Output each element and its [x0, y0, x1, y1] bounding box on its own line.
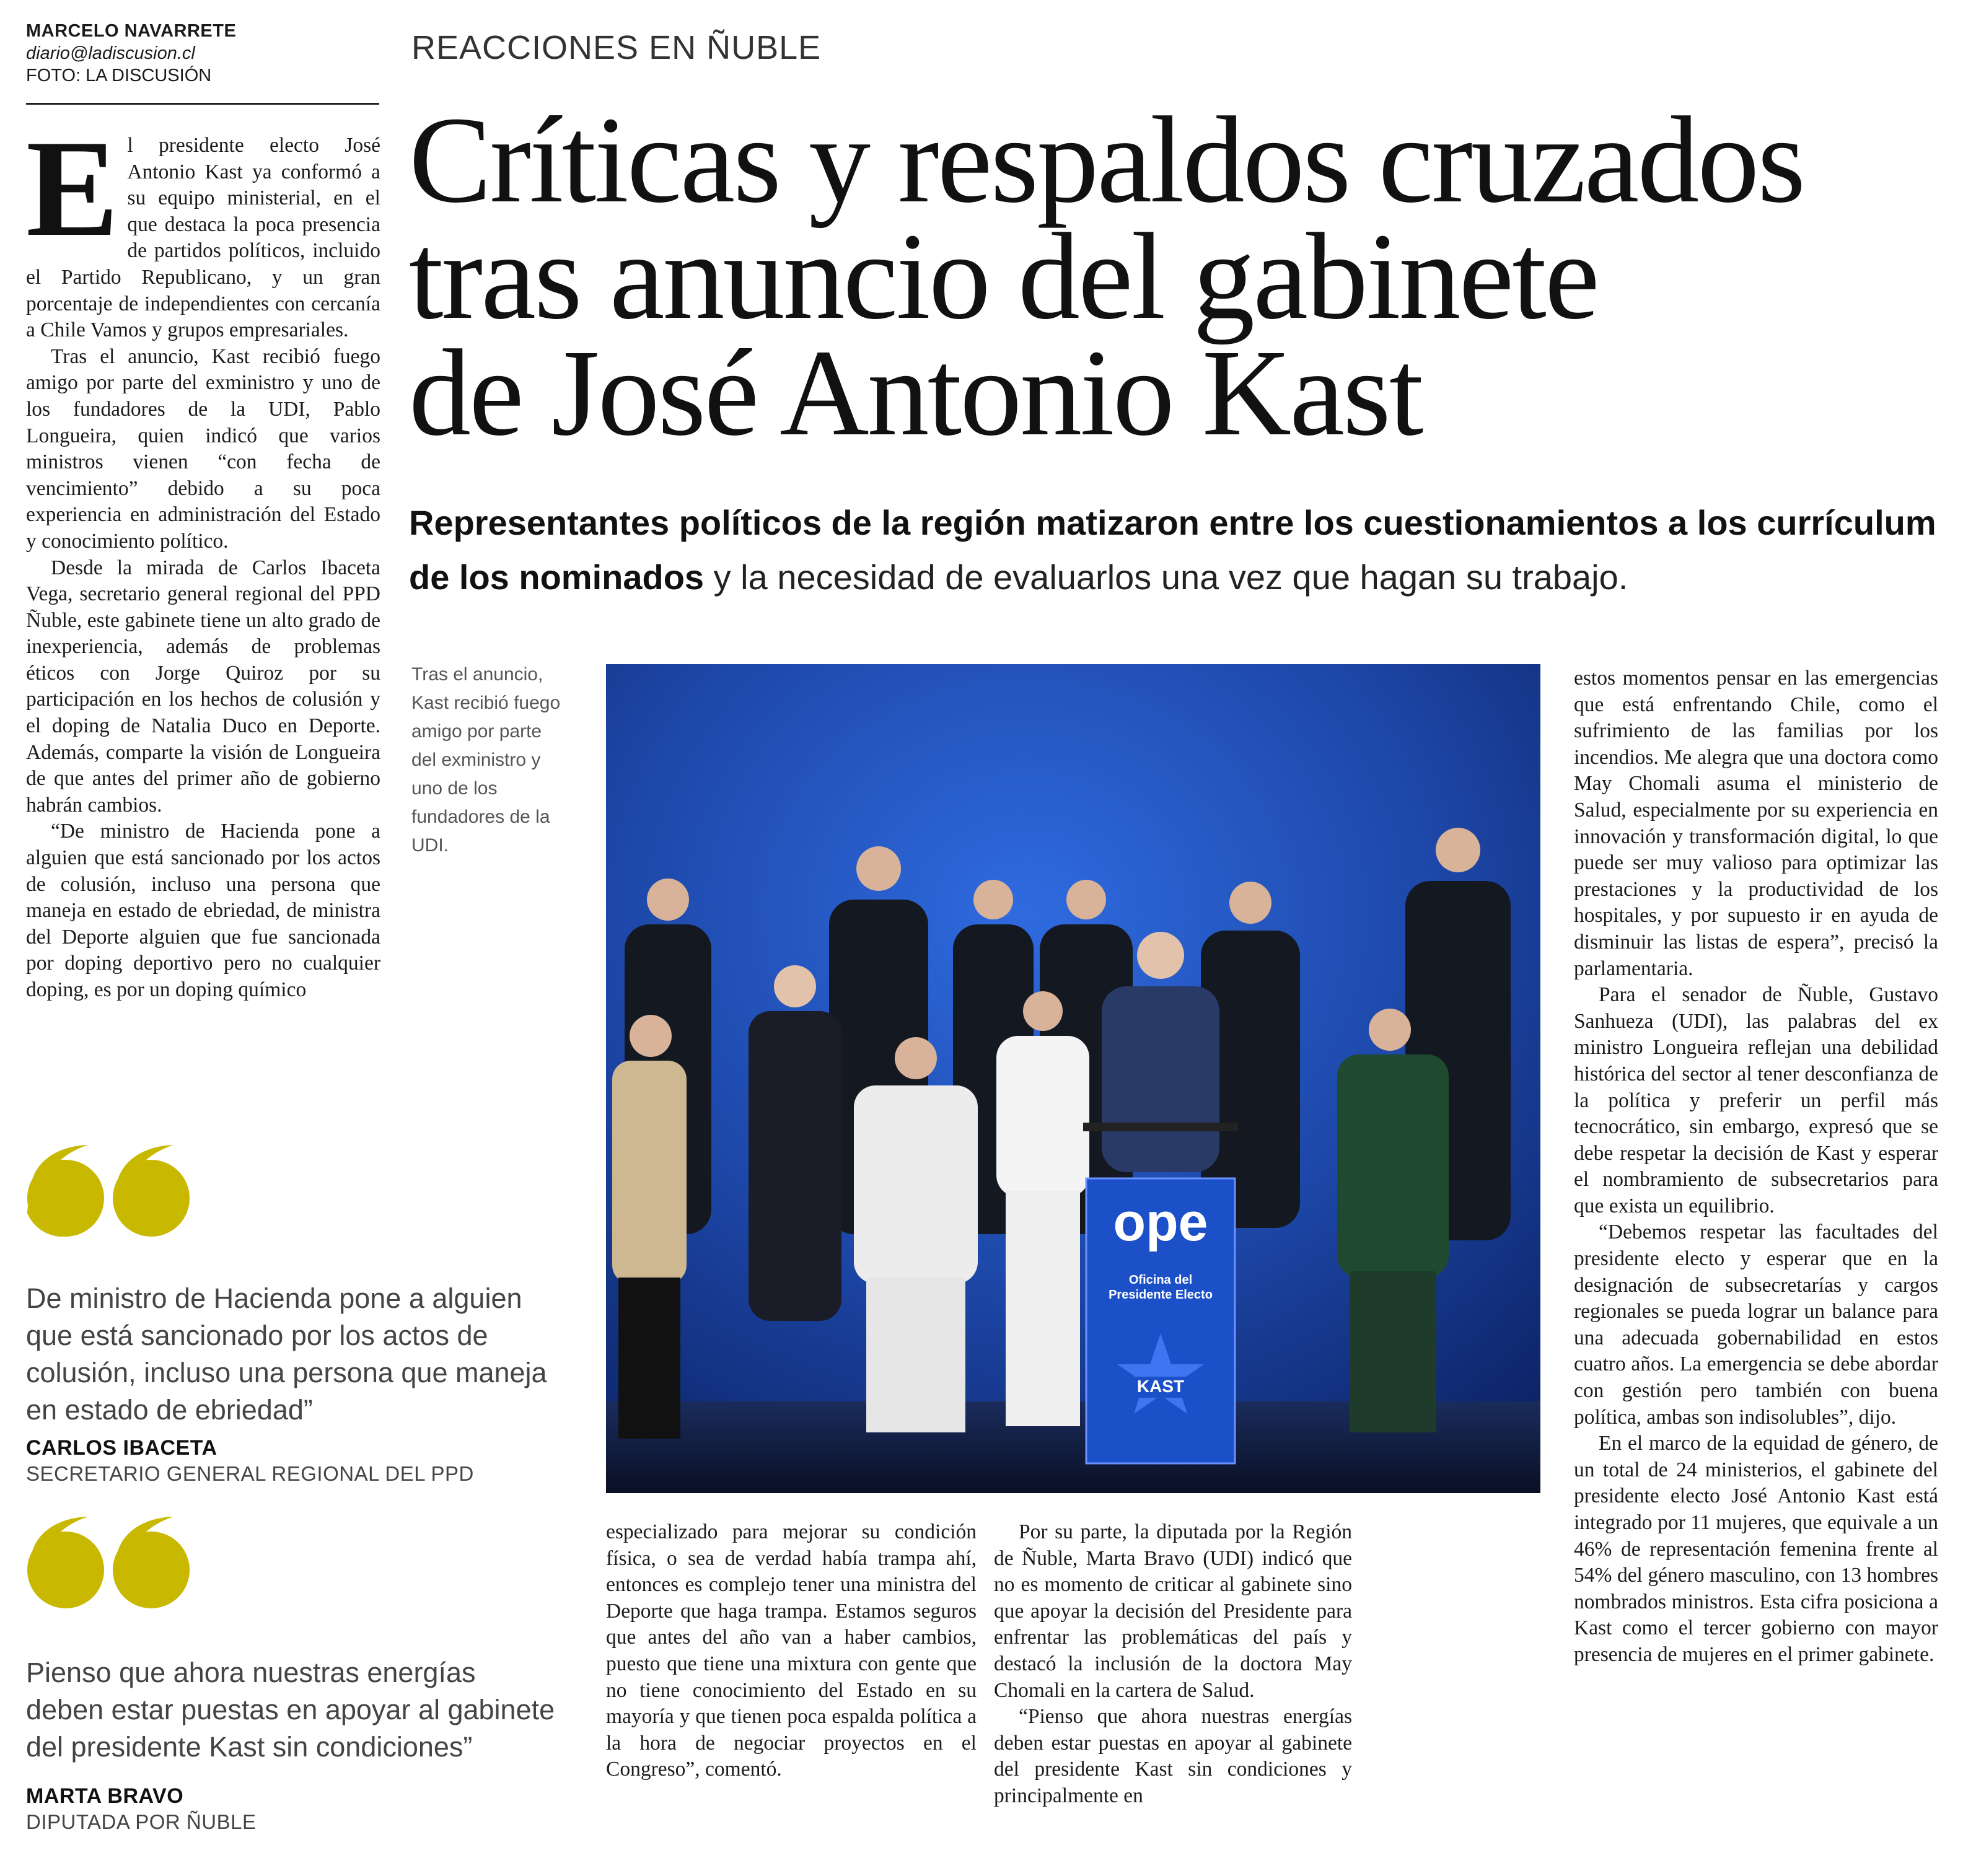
- paragraph: Por su parte, la diputada por la Región de Ñuble, Marta Bravo (UDI) indicó que no es momento de criticar al gabinete sino que apoyar la decisión del Presidente para enfrentar las problemáticas del país y destacó la inclusión de la doctora May Chomali en la cartera de Salud.: [994, 1520, 1352, 1702]
- paragraph: Tras el anuncio, Kast recibió fuego amigo por parte del exministro y uno de los fundadores de la UDI, Pablo Longueira, quien indicó que varios ministros vienen “con fecha de vencimiento” debido a su poca experiencia en administración del Estado y conocimiento político.: [26, 344, 380, 553]
- byline-email[interactable]: diario@ladiscusion.cl: [26, 43, 195, 63]
- drop-cap: E: [26, 112, 119, 265]
- podium-line-2: Presidente Electo: [1109, 1288, 1213, 1302]
- paragraph: especializado para mejorar su condición física, o sea de verdad había trampa ahí, entonces es complejo tener una ministra del Deporte que haga trampa. Estamos seguros que antes del año van a haber cambios, puesto que tiene una mixtura con gente que no tiene conocimiento del Estado en su mayoría y que tienen poca espalda política a la hora de negociar proyectos en el Congreso”, comentó.: [606, 1520, 977, 1781]
- article-column-1: [26, 112, 380, 1004]
- headline-line-1: Críticas y respaldos cruzados: [409, 92, 1804, 229]
- paragraph-text: l presidente electo José Antonio Kast ya conformó a su equipo ministerial, en el que destaca la poca presencia de partidos políticos, incluido el Partido Republicano, y un gran porcentaje de independientes con cercanía a Chile Vamos y grupos empresariales.: [26, 134, 380, 342]
- paragraph: En el marco de la equidad de género, de un total de 24 ministerios, el gabinete del presidente electo José Antonio Kast está integrado por 11 mujeres, que equivale a un 46% de representación femenina frente al 54% del género masculino, con 13 hombres nombrados ministros. Esta cifra posiciona a Kast como el tercer gobierno con mayor presencia de mujeres en el primer gabinete.: [1574, 1432, 1938, 1666]
- photo-caption: Tras el anuncio, Kast recibió fuego amigo por parte del exministro y uno de los fundadores de la UDI.: [411, 664, 561, 856]
- paragraph: “Pienso que ahora nuestras energías deben estar puestas en apoyar al gabinete del presidente Kast sin condiciones y principalmente en: [994, 1705, 1352, 1807]
- paragraph: [26, 112, 380, 344]
- paragraph: “De ministro de Hacienda pone a alguien que está sancionado por los actos de colusión, incluso una persona que maneja en estado de ebriedad, de ministra del Deporte alguien que fue sancionada por doping deportivo pero no cualquier doping, es por un doping químico: [26, 820, 380, 1001]
- headline-line-2: tras anuncio del gabinete: [409, 208, 1598, 345]
- headline-line-3: de José Antonio Kast: [409, 325, 1422, 462]
- cabinet-photo-illustration: [606, 664, 1540, 1493]
- paragraph: Desde la mirada de Carlos Ibaceta Vega, secretario general regional del PPD Ñuble, este gabinete tiene un alto grado de inexperiencia, además de problemas éticos con Jorge Quiroz por su participación en los hechos de colusión y el doping de Natalia Duco en Deporte. Además, comparte la visión de Longueira de que antes del primer año de gobierno habrán cambios.: [26, 556, 380, 817]
- deck-bold: Representantes políticos de la región matizaron entre los cuestionamientos a los currículum de los nominados: [409, 503, 1936, 597]
- quote-author-name: MARTA BRAVO: [26, 1784, 184, 1808]
- headline: [409, 92, 1939, 462]
- quote-mark-icon: [26, 1515, 195, 1608]
- paragraph: estos momentos pensar en las emergencias que está enfrentando Chile, como el sufrimiento de las familias por los incendios. Me alegra que una doctora como May Chomali asuma el ministerio de Salud, especialmente por su experiencia en innovación y transformación digital, lo que puede ser muy valioso para optimizar las prestaciones y la productividad de los hospitales, y por supuesto ir en ayuda de disminuir las listas de espera”, precisó la parlamentaria.: [1574, 667, 1938, 980]
- podium-badge: KAST: [1136, 1377, 1185, 1396]
- pull-quote-text: De ministro de Hacienda pone a alguien que está sancionado por los actos de colusión, incluso una persona que maneja en estado de ebriedad”: [26, 1282, 547, 1426]
- deck: [409, 496, 1939, 605]
- podium-line-1: Oficina del: [1128, 1273, 1193, 1287]
- byline-author: MARCELO NAVARRETE: [26, 21, 237, 41]
- byline-divider: [26, 103, 379, 105]
- byline-photo-credit: FOTO: LA DISCUSIÓN: [26, 66, 212, 85]
- podium-logo: ope: [1113, 1193, 1208, 1252]
- article-column-2: [606, 1519, 977, 1783]
- quote-author-role: SECRETARIO GENERAL REGIONAL DEL PPD: [26, 1462, 474, 1485]
- paragraph: Para el senador de Ñuble, Gustavo Sanhueza (UDI), las palabras del ex ministro Longueira reflejan una debilidad histórica del sector al tener desconfianza de la política y preferir un perfil más tecnocrático, sin embargo, expresó que se debe respetar la decisión de Kast y esperar el nombramiento de subsecretarios para que exista un equilibrio.: [1574, 983, 1938, 1217]
- byline: [26, 20, 379, 87]
- pull-quote-attribution: [26, 1783, 256, 1835]
- quote-author-role: DIPUTADA POR ÑUBLE: [26, 1810, 257, 1833]
- pull-quote-text: Pienso que ahora nuestras energías deben estar puestas en apoyar al gabinete del presidente Kast sin condiciones”: [26, 1657, 555, 1763]
- section-label: REACCIONES EN ÑUBLE: [411, 29, 822, 66]
- deck-regular: y la necesidad de evaluarlos una vez que hagan su trabajo.: [704, 558, 1628, 597]
- pull-quote-attribution: [26, 1435, 474, 1487]
- news-photo: [606, 664, 1540, 1493]
- quote-mark-icon: [26, 1144, 195, 1237]
- article-column-3: [994, 1519, 1352, 1810]
- quote-author-name: CARLOS IBACETA: [26, 1436, 217, 1460]
- article-column-4: [1574, 665, 1938, 1668]
- paragraph: “Debemos respetar las facultades del presidente electo y esperar que en la designación de subsecretarías y cargos regionales se pueda lograr un balance para una adecuada gobernabilidad en estos cuatro años. La emergencia se debe abordar con gestión pero también con buena política, ambas son indisolubles”, dijo.: [1574, 1221, 1938, 1429]
